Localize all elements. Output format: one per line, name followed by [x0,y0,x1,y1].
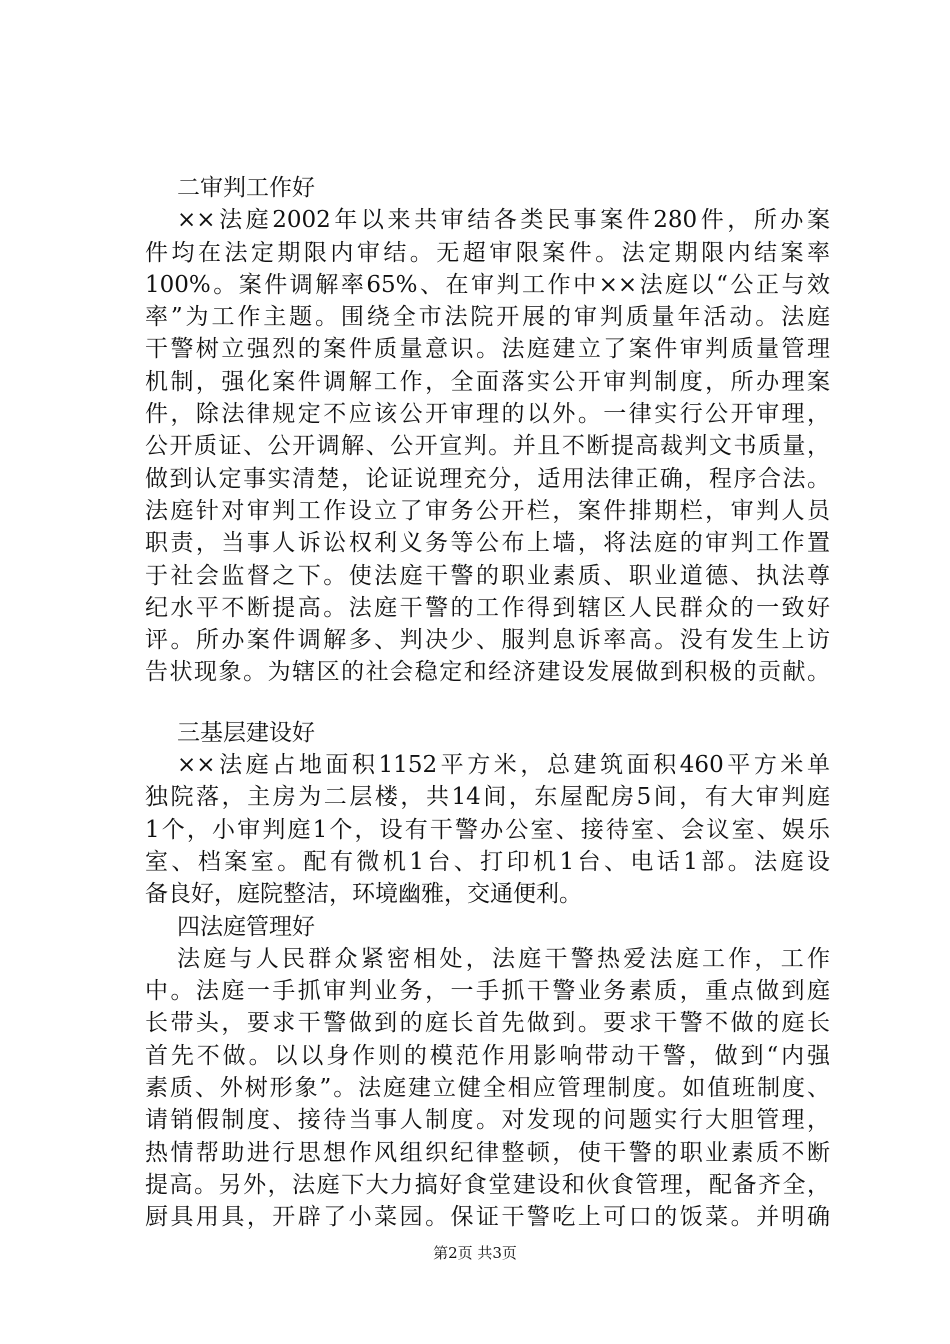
page-footer: 第2页 共3页 [433,1244,517,1262]
section-spacer [145,689,830,717]
document-body [145,172,830,1234]
paragraph-line: 100%。案件调解率65%、在审判工作中××法庭以“公正与效 [145,271,830,298]
paragraph-line: 法庭针对审判工作设立了审务公开栏，案件排期栏，审判人员 [145,497,830,524]
paragraph-line: 备良好，庭院整洁，环境幽雅，交通便利。 [145,881,582,908]
paragraph-line: 厨具用具，开辟了小菜园。保证干警吃上可口的饭菜。并明确 [145,1204,830,1231]
section-heading: 三基层建设好 [177,719,315,746]
paragraph-line: 件均在法定期限内审结。无超审限案件。法定期限内结案率 [145,239,830,266]
paragraph-line: 独院落，主房为二层楼，共14间，东屋配房5间，有大审判庭 [145,784,830,811]
paragraph-line: 率”为工作主题。围绕全市法院开展的审判质量年活动。法庭 [145,304,830,331]
paragraph-line: 首先不做。以以身作则的模范作用影响带动干警，做到“内强 [145,1042,830,1069]
section-heading: 二审判工作好 [177,175,315,201]
paragraph-line: 长带头，要求干警做到的庭长首先做到。要求干警不做的庭长 [145,1010,830,1037]
paragraph-line: 件，除法律规定不应该公开审理的以外。一律实行公开审理， [145,401,830,428]
paragraph-line: 提高。另外，法庭下大力搞好食堂建设和伙食管理，配备齐全， [145,1171,830,1198]
paragraph-line: 职责，当事人诉讼权利义务等公布上墙，将法庭的审判工作置 [145,530,830,557]
paragraph-line: ××法庭占地面积1152平方米，总建筑面积460平方米单 [177,752,830,779]
paragraph-line: 干警树立强烈的案件质量意识。法庭建立了案件审判质量管理 [145,336,830,363]
paragraph-line: 法庭与人民群众紧密相处，法庭干警热爱法庭工作，工作 [177,945,830,972]
paragraph-line: 做到认定事实清楚，论证说理充分，适用法律正确，程序合法。 [145,465,830,492]
section-trial-work [145,172,830,689]
paragraph-line: 公开质证、公开调解、公开宣判。并且不断提高裁判文书质量， [145,433,830,460]
paragraph-line: ××法庭2002年以来共审结各类民事案件280件，所办案 [177,207,830,234]
paragraph-line: 告状现象。为辖区的社会稳定和经济建设发展做到积极的贡献。 [145,659,830,686]
paragraph-line: 于社会监督之下。使法庭干警的职业素质、职业道德、执法尊 [145,562,830,589]
paragraph-line: 热情帮助进行思想作风组织纪律整顿，使干警的职业素质不断 [145,1139,830,1166]
section-management [145,911,830,1234]
paragraph-line: 室、档案室。配有微机1台、打印机1台、电话1部。法庭设 [145,848,830,875]
section-infrastructure [145,717,830,911]
paragraph-line: 请销假制度、接待当事人制度。对发现的问题实行大胆管理， [145,1107,830,1134]
paragraph-line: 1个，小审判庭1个，设有干警办公室、接待室、会议室、娱乐 [145,816,830,843]
paragraph-line: 素质、外树形象”。法庭建立健全相应管理制度。如值班制度、 [145,1075,830,1102]
paragraph-line: 评。所办案件调解多、判决少、服判息诉率高。没有发生上访 [145,627,830,654]
section-heading: 四法庭管理好 [177,913,315,940]
paragraph-line: 机制，强化案件调解工作，全面落实公开审判制度，所办理案 [145,368,830,395]
paragraph-line: 中。法庭一手抓审判业务，一手抓干警业务素质，重点做到庭 [145,978,830,1005]
paragraph-line: 纪水平不断提高。法庭干警的工作得到辖区人民群众的一致好 [145,594,830,621]
